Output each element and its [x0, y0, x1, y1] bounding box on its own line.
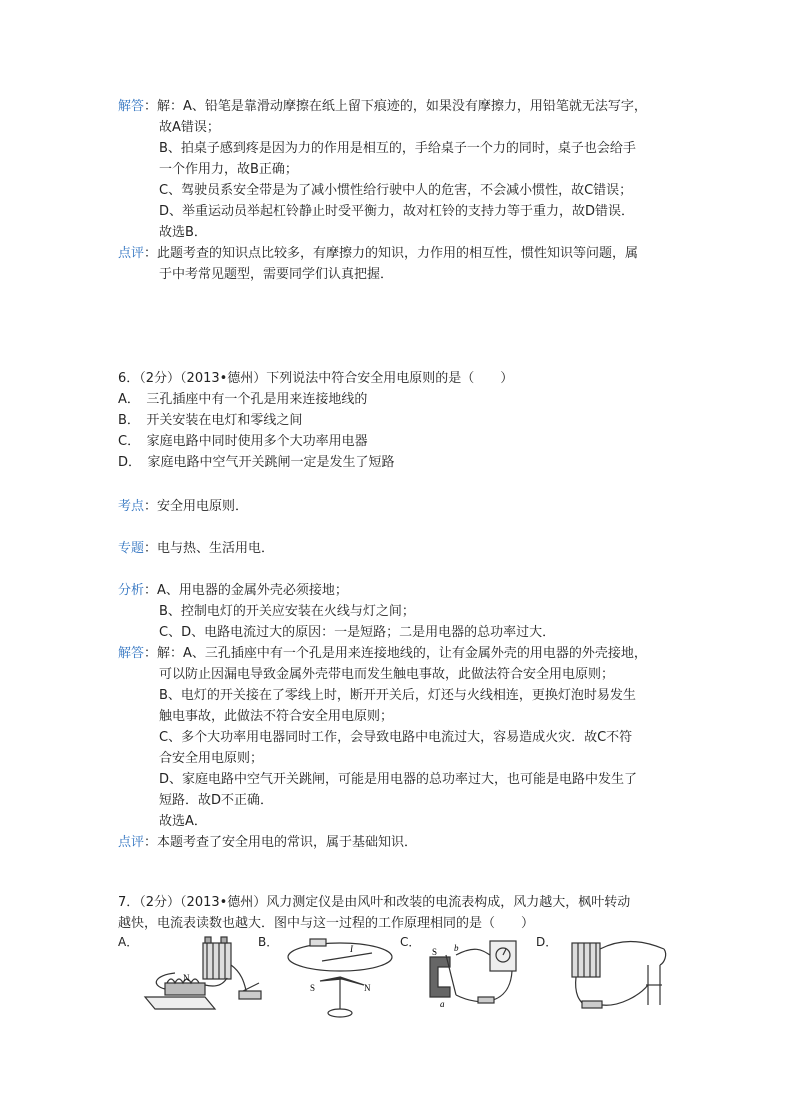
colon: ：	[144, 246, 158, 261]
solution-line: 解：A、三孔插座中有一个孔是用来连接地线的，让有金属外壳的用电器的外壳接地，	[157, 646, 647, 661]
q5-solution	[118, 96, 698, 285]
comment-label: 点评	[118, 835, 145, 850]
solution-line: 故选A．	[159, 814, 207, 829]
option-c-label: C．	[400, 935, 421, 949]
question-stem: 7．（2分）（2013•德州）风力测定仪是由风叶和改装的电流表构成，风力越大，枫叶转动	[118, 895, 631, 910]
option-b: B． 开关安装在电灯和零线之间	[118, 413, 303, 428]
analysis-line: C、D、电路电流过大的原因：一是短路；二是用电器的总功率过大．	[159, 625, 556, 640]
option-b-label: B．	[258, 935, 279, 949]
q6-zhuanti	[118, 538, 698, 559]
solution-line: B、拍桌子感到疼是因为力的作用是相互的，手给桌子一个力的同时，桌子也会给手	[159, 141, 636, 156]
figure-c-label-a: a	[440, 999, 445, 1009]
question-7	[118, 892, 698, 934]
solution-line: B、电灯的开关接在了零线上时，断开开关后，灯还与火线相连，更换灯泡时易发生	[159, 688, 636, 703]
figure-b-label-i: I	[350, 944, 353, 954]
option-a-label: A．	[118, 935, 139, 949]
solution-line: C、多个大功率用电器同时工作，会导致电路中电流过大，容易造成火灾．故C不符	[159, 730, 633, 745]
comment-text: 本题考查了安全用电的常识，属于基础知识．	[157, 835, 418, 850]
comment-label: 点评	[118, 246, 145, 261]
analysis-line: B、控制电灯的开关应安装在火线与灯之间；	[159, 604, 415, 619]
figure-b-label-s: S	[310, 983, 316, 993]
zhuanti-label: 专题	[118, 541, 145, 556]
figure-b-label-n: N	[364, 983, 371, 993]
figure-b-oersted	[280, 935, 400, 1023]
option-d: D． 家庭电路中空气开关跳闸一定是发生了短路	[118, 455, 395, 470]
colon: ：	[144, 99, 158, 114]
figure-c-label-s: S	[432, 947, 438, 957]
solution-line: 解：A、铅笔是靠滑动摩擦在纸上留下痕迹的，如果没有摩擦力，用铅笔就无法写字，	[157, 99, 647, 114]
solution-label: 解答	[118, 646, 145, 661]
figure-a-electromagnet	[135, 935, 270, 1015]
kaodian-label: 考点	[118, 499, 145, 514]
colon: ：	[144, 646, 158, 661]
figure-c-label-b: b	[454, 943, 459, 953]
solution-line: 一个作用力，故B正确；	[159, 162, 298, 177]
figure-c-induction	[420, 935, 530, 1015]
analysis-line: A、用电器的金属外壳必须接地；	[157, 583, 348, 598]
option-c: C． 家庭电路中同时使用多个大功率用电器	[118, 434, 368, 449]
solution-line: 可以防止因漏电导致金属外壳带电而发生触电事故，此做法符合安全用电原则；	[159, 667, 615, 682]
figure-d-motor	[560, 935, 680, 1015]
solution-line: D、举重运动员举起杠铃静止时受平衡力，故对杠铃的支持力等于重力，故D错误．	[159, 204, 635, 219]
question-6	[118, 368, 698, 473]
solution-line: 故选B．	[159, 225, 207, 240]
zhuanti-text: 电与热、生活用电．	[157, 541, 275, 556]
solution-line: D、家庭电路中空气开关跳闸，可能是用电器的总功率过大，也可能是电路中发生了	[159, 772, 638, 787]
solution-line: 故A错误；	[159, 120, 220, 135]
solution-line: 短路．故D不正确．	[159, 793, 274, 808]
solution-line: 触电事故，此做法不符合安全用电原则；	[159, 709, 394, 724]
question-stem: 6．（2分）（2013•德州）下列说法中符合安全用电原则的是（ ）	[118, 371, 514, 386]
question-stem: 越快，电流表读数也越大．图中与这一过程的工作原理相同的是（ ）	[118, 916, 535, 931]
option-a: A． 三孔插座中有一个孔是用来连接地线的	[118, 392, 368, 407]
comment-line: 于中考常见题型，需要同学们认真把握．	[159, 267, 394, 282]
solution-line: 合安全用电原则；	[159, 751, 264, 766]
comment-line: 此题考查的知识点比较多，有摩擦力的知识，力作用的相互性，惯性知识等问题，属	[157, 246, 639, 261]
analysis-label: 分析	[118, 583, 145, 598]
solution-label: 解答	[118, 99, 145, 114]
colon: ：	[144, 835, 158, 850]
kaodian-text: 安全用电原则．	[157, 499, 249, 514]
colon: ：	[144, 541, 158, 556]
q6-analysis	[118, 580, 698, 853]
q6-kaodian	[118, 496, 698, 517]
option-d-label: D．	[536, 935, 558, 949]
figure-a-label-n: N	[183, 973, 190, 983]
solution-line: C、驾驶员系安全带是为了减小惯性给行驶中人的危害，不会减小惯性，故C错误；	[159, 183, 633, 198]
colon: ：	[144, 499, 158, 514]
colon: ：	[144, 583, 158, 598]
